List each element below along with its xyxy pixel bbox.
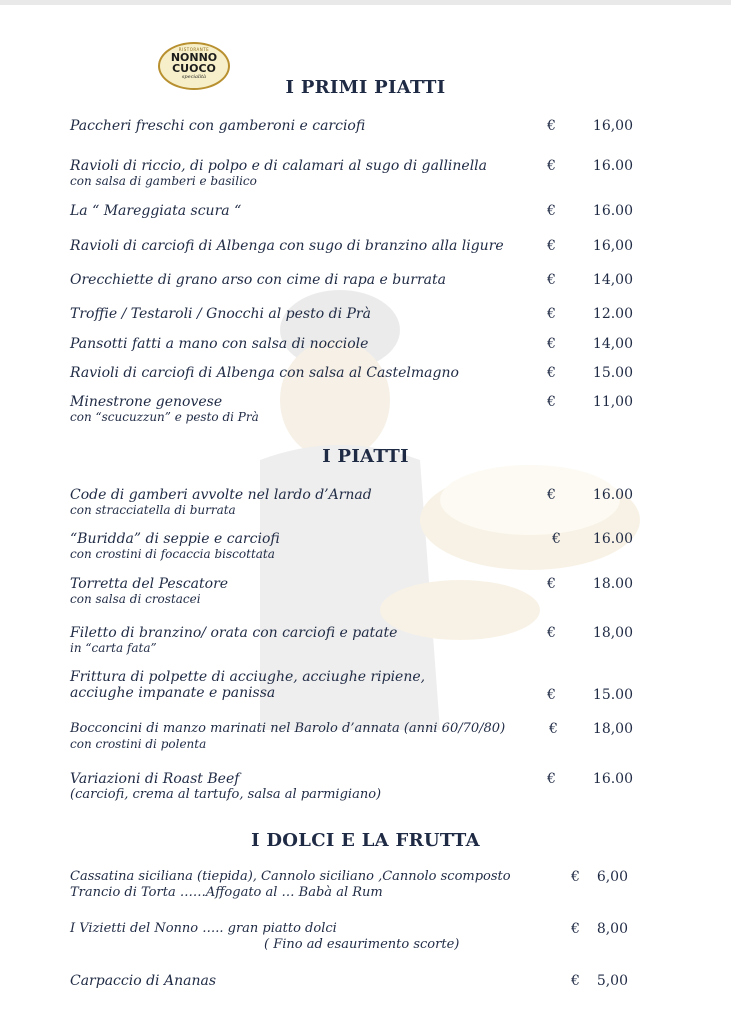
dish-name: Cassatina siciliana (tiepida), Cannolo siciliano ,Cannolo scomposto [70, 869, 511, 884]
dish-name: Ravioli di carciofi di Albenga con salsa al Castelmagno [70, 365, 459, 381]
currency-symbol: € [571, 869, 580, 885]
dish-name: La “ Mareggiata scura “ [70, 203, 242, 219]
dish-name: Ravioli di riccio, di polpo e di calamari al sugo di gallinella [70, 158, 488, 174]
currency-symbol: € [547, 687, 556, 703]
menu-item [70, 203, 241, 219]
dish-description: con crostini di focaccia biscottata [70, 547, 275, 561]
section-title-piatti: I PIATTI [322, 446, 409, 467]
menu-item [70, 238, 504, 254]
menu-item [70, 365, 459, 381]
dish-price: 18,00 [592, 625, 633, 641]
currency-symbol: € [547, 771, 556, 787]
menu-item [70, 531, 280, 562]
section-title-primi: I PRIMI PIATTI [285, 77, 446, 98]
dish-price: 16.00 [592, 487, 633, 503]
dish-price: 15.00 [592, 687, 633, 703]
dish-description: (carciofi, crema al tartufo, salsa al parmigiano) [70, 787, 382, 802]
dish-price: 16,00 [592, 118, 633, 134]
dish-note: ( Fino ad esaurimento scorte) [264, 937, 460, 952]
currency-symbol: € [547, 158, 556, 174]
menu-item [70, 272, 446, 288]
currency-symbol: € [547, 118, 556, 134]
dish-price: 8,00 [596, 921, 628, 937]
dish-price: 16.00 [592, 203, 633, 219]
menu-item [70, 306, 371, 322]
dish-name: Minestrone genovese [70, 394, 223, 410]
dish-description: con salsa di crostacei [70, 592, 201, 606]
logo-small-text: RISTORANTE [178, 47, 210, 52]
dish-description: con crostini di polenta [70, 737, 207, 751]
currency-symbol: € [571, 973, 580, 989]
top-bar [0, 0, 731, 5]
dish-description: in “carta fata” [70, 641, 157, 655]
dish-name: Code di gamberi avvolte nel lardo d’Arnad [70, 487, 372, 503]
currency-symbol: € [547, 625, 556, 641]
menu-item [70, 394, 259, 425]
dish-name: Torretta del Pescatore [70, 576, 229, 592]
dish-price: 18,00 [592, 721, 633, 737]
menu-item [70, 869, 511, 901]
menu-item [70, 336, 368, 352]
dish-price: 16,00 [592, 238, 633, 254]
currency-symbol: € [547, 394, 556, 410]
currency-symbol: € [547, 487, 556, 503]
dish-price: 5,00 [596, 973, 628, 989]
dish-price: 16.00 [592, 771, 633, 787]
dish-price: 15.00 [592, 365, 633, 381]
currency-symbol: € [547, 238, 556, 254]
dish-price: 18.00 [592, 576, 633, 592]
menu-item [70, 771, 381, 803]
logo-name: NONNO CUOCO [170, 51, 218, 75]
dish-name: Orecchiette di grano arso con cime di rapa e burrata [70, 272, 446, 288]
currency-symbol: € [547, 272, 556, 288]
dish-price: 16.00 [592, 531, 633, 547]
menu-item [70, 158, 487, 189]
dish-name: Filetto di branzino/ orata con carciofi e patate [70, 625, 398, 641]
currency-symbol: € [547, 306, 556, 322]
currency-symbol: € [571, 921, 580, 937]
menu-item [70, 973, 216, 989]
dish-price: 14,00 [592, 272, 633, 288]
menu-item [70, 576, 228, 607]
dish-name: Troffie / Testaroli / Gnocchi al pesto di Prà [70, 306, 371, 322]
dish-name: Ravioli di carciofi di Albenga con sugo di branzino alla ligure [70, 238, 504, 254]
dish-name: Carpaccio di Ananas [70, 973, 217, 989]
dish-name: Paccheri freschi con gamberoni e carciofi [70, 118, 366, 134]
menu-item [70, 118, 365, 134]
dish-price: 11,00 [592, 394, 633, 410]
currency-symbol: € [547, 336, 556, 352]
dish-description: con salsa di gamberi e basilico [70, 174, 257, 188]
menu-item [70, 625, 397, 656]
dish-name: “Buridda” di seppie e carciofi [70, 531, 280, 547]
menu-item [70, 921, 459, 952]
dish-description: con stracciatella di burrata [70, 503, 236, 517]
dish-name-continued: acciughe impanate e panissa [70, 685, 276, 701]
dish-price: 14,00 [592, 336, 633, 352]
currency-symbol: € [549, 721, 558, 737]
currency-symbol: € [547, 365, 556, 381]
section-title-dolci: I DOLCI E LA FRUTTA [251, 830, 480, 851]
dish-name: I Vizietti del Nonno ….. gran piatto dolci [70, 921, 337, 936]
dish-name: Frittura di polpette di acciughe, acciughe ripiene, [70, 669, 426, 685]
currency-symbol: € [547, 576, 556, 592]
dish-name: Pansotti fatti a mano con salsa di nocciole [70, 336, 369, 352]
menu-item [70, 721, 505, 752]
logo-tagline: specialità [181, 74, 207, 80]
dish-name-continued: Trancio di Torta ……Affogato al … Babà al Rum [70, 885, 383, 900]
menu-item [70, 669, 425, 701]
dish-description: con “scucuzzun” e pesto di Prà [70, 410, 259, 424]
menu-item [70, 487, 372, 518]
dish-price: 6,00 [596, 869, 628, 885]
currency-symbol: € [547, 203, 556, 219]
dish-name: Variazioni di Roast Beef [70, 771, 240, 787]
currency-symbol: € [552, 531, 561, 547]
dish-price: 16.00 [592, 158, 633, 174]
dish-name: Bocconcini di manzo marinati nel Barolo d’annata (anni 60/70/80) [70, 721, 506, 736]
dish-price: 12.00 [592, 306, 633, 322]
